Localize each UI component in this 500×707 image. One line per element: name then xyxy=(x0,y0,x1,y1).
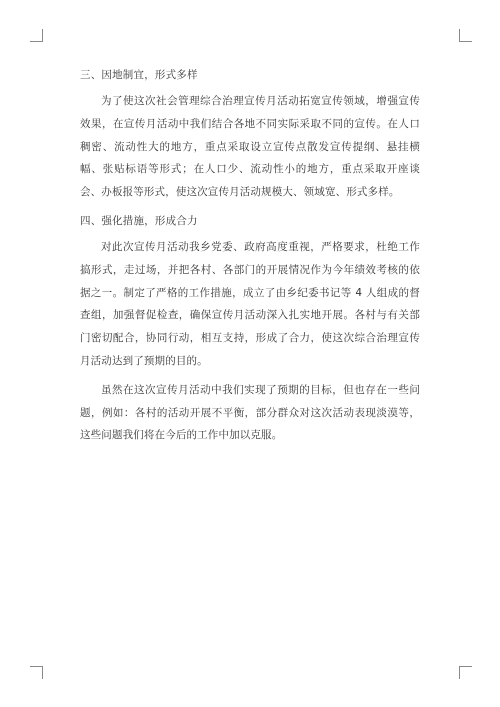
crop-mark-bottom-right xyxy=(459,666,472,679)
crop-mark-top-left xyxy=(30,29,43,42)
document-body xyxy=(80,64,420,453)
section-4-heading: 四、强化措施，形成合力 xyxy=(80,214,198,227)
section-4-paragraph: 对此次宣传月活动我乡党委、政府高度重视，严格要求，杜绝工作搞形式，走过场，并把各村、各部门的开展情况作为今年绩效考核的依据之一。制定了严格的工作措施，成立了由乡纪委书记等 4 人组成的督查组，加强督促检查，确保宣传月活动深入扎实地开展。各村与有关部门密切配合，协同行动，相互支持，形成了合力，使这次综合治理宣传月活动达到了预期的目的。 xyxy=(80,240,420,367)
crop-mark-top-right xyxy=(459,29,472,42)
crop-mark-bottom-left xyxy=(30,666,43,679)
closing-paragraph: 虽然在这次宣传月活动中我们实现了预期的目标，但也存在一些问题，例如：各村的活动开展不平衡，部分群众对这次活动表现淡漠等，这些问题我们将在今后的工作中加以克服。 xyxy=(80,383,420,442)
section-3-paragraph: 为了使这次社会管理综合治理宣传月活动拓宽宣传领域，增强宣传效果，在宣传月活动中我们结合各地不同实际采取不同的宣传。在人口稠密、流动性大的地方，重点采取设立宣传点散发宣传提纲、悬挂横幅、张贴标语等形式；在人口少、流动性小的地方，重点采取开座谈会、办板报等形式，使这次宣传月活动规模大、领域宽、形式多样。 xyxy=(80,95,420,199)
section-3-heading: 三、因地制宜，形式多样 xyxy=(80,69,198,81)
